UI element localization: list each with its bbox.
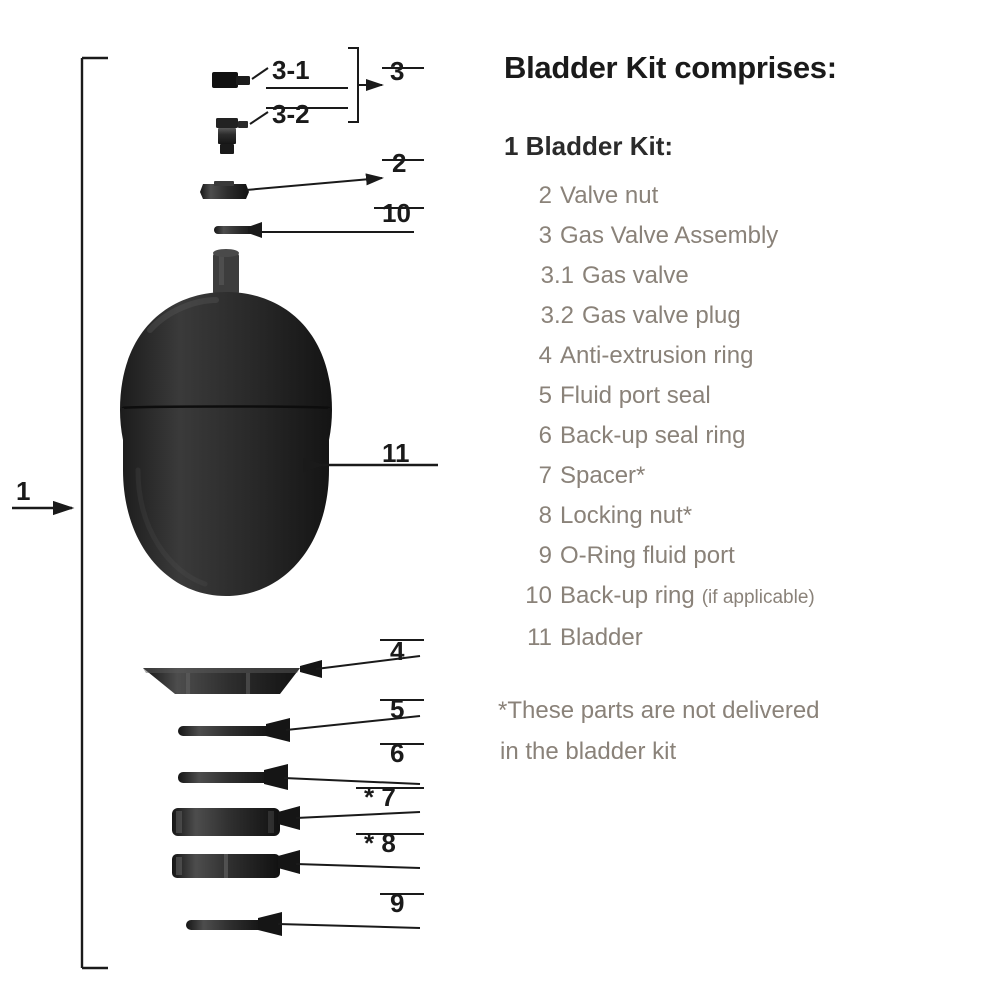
legend-item [498, 216, 1000, 256]
leader-9 [278, 924, 420, 928]
legend-item-number: 9 [538, 542, 552, 569]
legend-item-label: Bladder [560, 624, 643, 651]
leader-6 [284, 778, 420, 784]
legend-footnote [498, 690, 998, 772]
part-fluid-port-seal [178, 718, 290, 742]
part-gas-valve-plug [216, 118, 248, 154]
legend-item [498, 296, 1000, 336]
leader-3-2 [250, 112, 268, 124]
footnote-line-2: in the bladder kit [500, 738, 677, 765]
legend-item-number: 3.2 [540, 302, 574, 329]
footnote-line-1: *These parts are not delivered [498, 697, 820, 724]
legend-item-number: 5 [538, 382, 552, 409]
label-3-1: 3-1 [272, 55, 310, 85]
legend-item-number: 7 [538, 462, 552, 489]
leader-3-1 [252, 68, 268, 79]
legend-list [498, 176, 1000, 658]
legend-title: Bladder Kit comprises: [504, 50, 837, 85]
legend-item-number: 2 [538, 182, 552, 209]
label-10: 10 [382, 198, 411, 228]
leader-2 [246, 178, 382, 190]
label-3-2: 3-2 [272, 99, 310, 129]
part-oring-fluid-port [186, 912, 282, 936]
legend-item-label: Fluid port seal [560, 382, 711, 409]
label-1: 1 [16, 476, 31, 506]
legend-item-label: Gas Valve Assembly [560, 222, 779, 249]
callout-bracket-3 [348, 48, 358, 122]
legend-item [498, 576, 1000, 618]
legend-item-number: 8 [538, 502, 552, 529]
part-spacer [172, 806, 300, 836]
legend-item [498, 536, 1000, 576]
legend-item-suffix: (if applicable) [701, 587, 815, 608]
label-3: 3 [390, 56, 405, 86]
part-anti-extrusion-ring [143, 660, 322, 694]
label-11: 11 [382, 438, 410, 468]
legend-item-label: Anti-extrusion ring [560, 342, 754, 369]
legend-item-number: 3 [538, 222, 552, 249]
part-backup-seal-ring [178, 764, 288, 790]
legend-item [498, 416, 1000, 456]
label-7: * 7 [364, 782, 396, 812]
legend-item [498, 376, 1000, 416]
legend-item [498, 336, 1000, 376]
part-bladder [120, 249, 332, 596]
legend-heading: 1 Bladder Kit: [504, 131, 674, 161]
legend-item-number: 11 [527, 624, 552, 651]
legend-item-number: 6 [538, 422, 552, 449]
legend-item-label: Locking nut* [560, 502, 693, 529]
legend-item [498, 256, 1000, 296]
legend-item [498, 456, 1000, 496]
label-2: 2 [392, 148, 407, 178]
legend-item-label: Gas valve plug [582, 302, 741, 329]
label-4: 4 [390, 636, 405, 666]
label-6: 6 [390, 738, 405, 768]
label-5: 5 [390, 694, 405, 724]
callout-bracket-1 [82, 58, 108, 968]
legend-item-number: 3.1 [540, 262, 574, 289]
legend-item-label: Back-up seal ring [560, 422, 746, 449]
legend-item-label: Spacer* [560, 462, 646, 489]
legend-item-number: 4 [538, 342, 552, 369]
leader-8 [296, 864, 420, 868]
leader-7 [296, 812, 420, 818]
legend-item [498, 496, 1000, 536]
legend-item [498, 176, 1000, 216]
part-gas-valve [212, 72, 250, 88]
legend-item-number: 10 [525, 582, 552, 609]
label-8: * 8 [364, 828, 396, 858]
part-valve-nut [200, 181, 249, 199]
legend-item [498, 618, 1000, 658]
part-backup-ring [214, 222, 262, 238]
legend-item-label: Gas valve [582, 262, 689, 289]
legend-item-label: O-Ring fluid port [560, 542, 735, 569]
legend-item-label: Back-up ring [560, 582, 695, 609]
label-9: 9 [390, 888, 405, 918]
part-locking-nut [172, 850, 300, 878]
legend-panel [498, 0, 1000, 1000]
legend-item-label: Valve nut [560, 182, 659, 209]
